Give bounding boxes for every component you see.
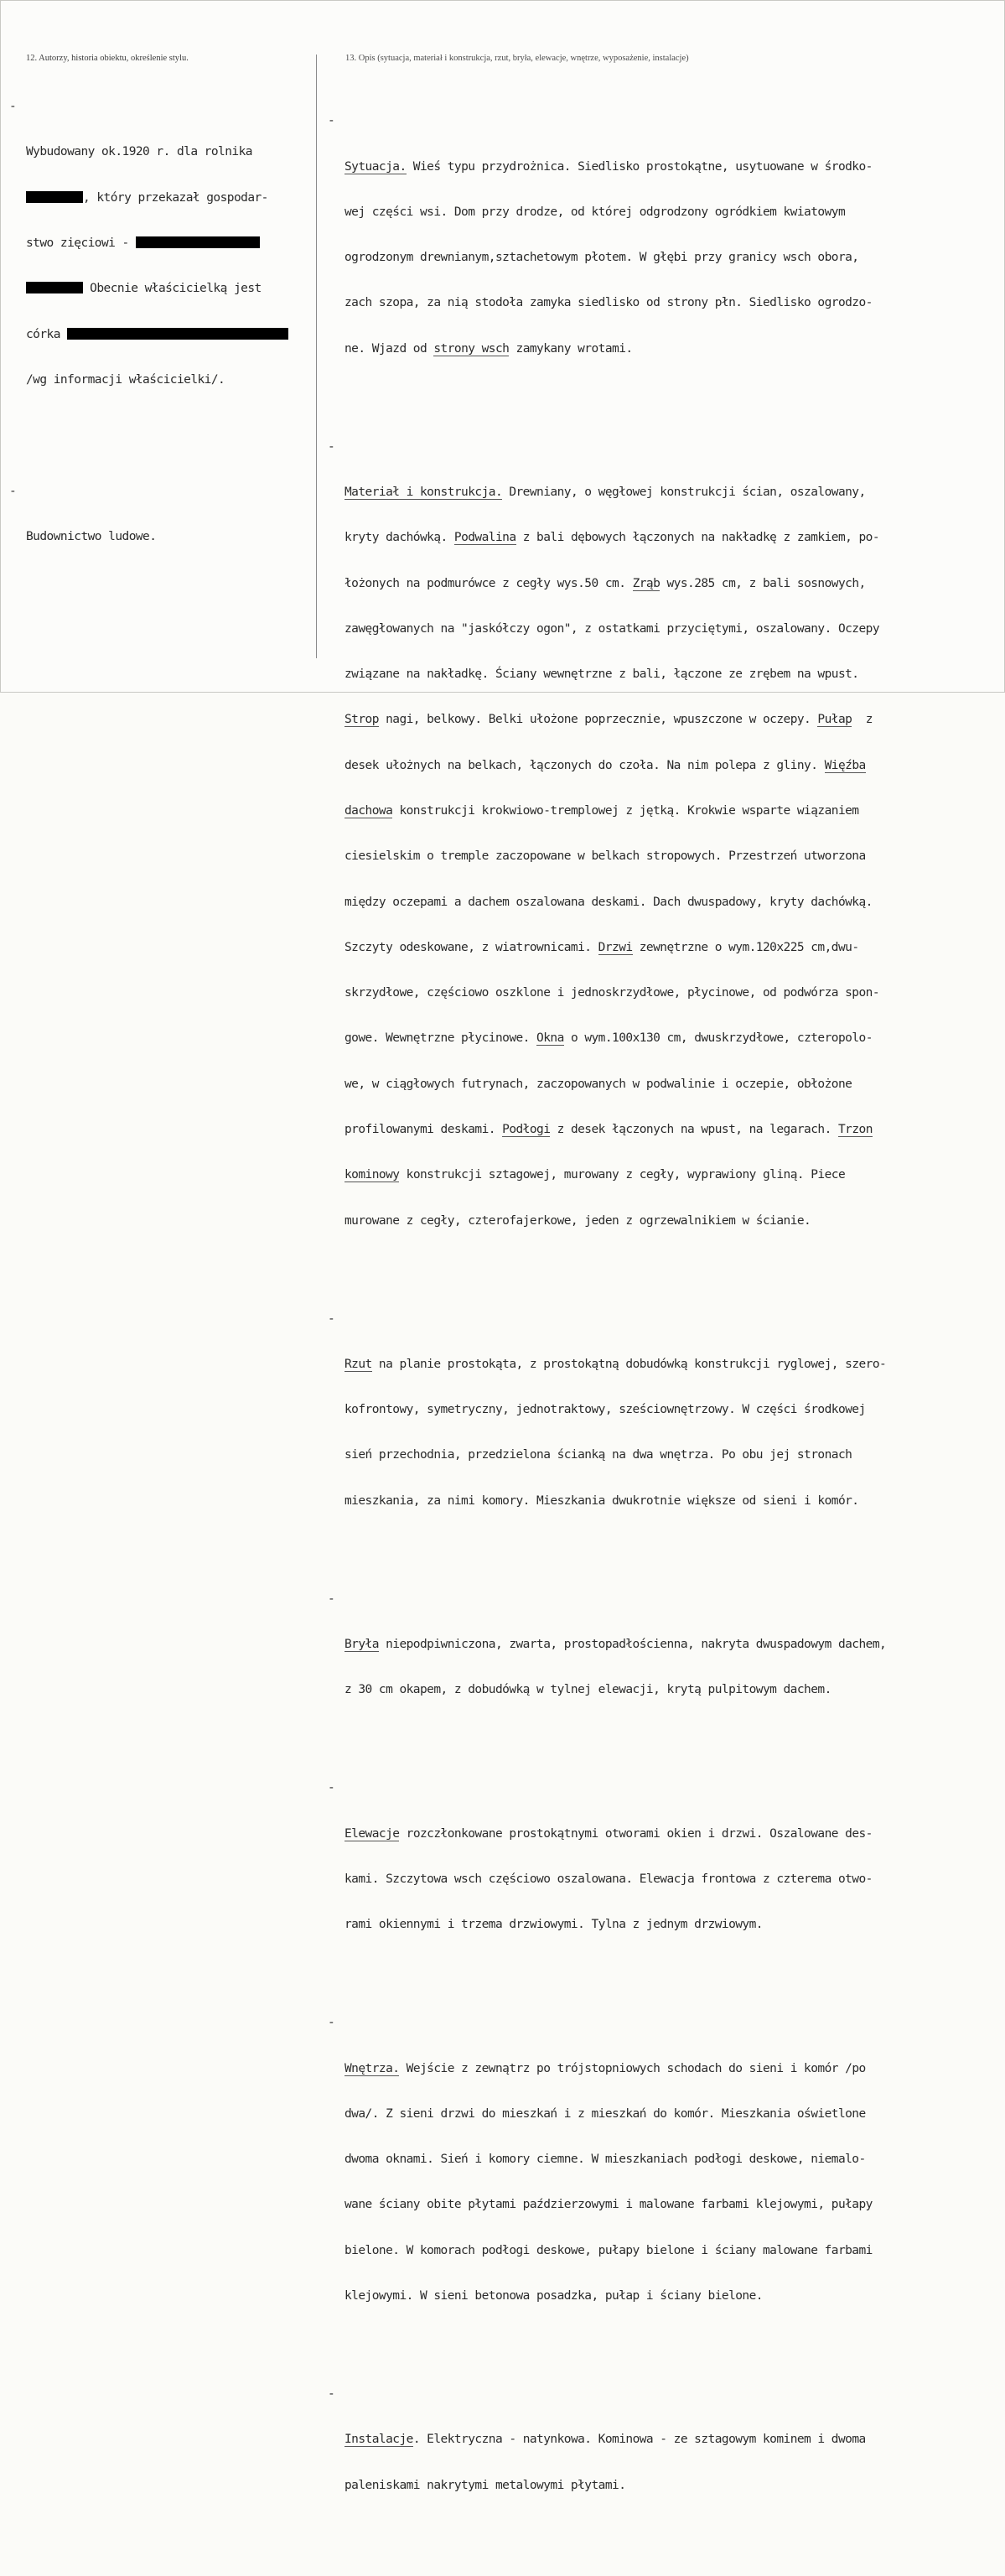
text-run: Drewniany, o węgłowej konstrukcji ścian, oszalowany, <box>502 486 866 500</box>
bullet-dash: - <box>328 1781 335 1795</box>
text-line: skrzydłowe, częściowo oszklone i jednoskrzydłowe, płycinowe, od podwórza spon- <box>344 986 880 1000</box>
text-run: z <box>852 713 873 727</box>
text-line <box>344 712 886 727</box>
text-line: związane na nakładkę. Ściany wewnętrzne z bali, łączone ze zrębem na wpust. <box>344 667 859 682</box>
text-line <box>344 1637 886 1652</box>
bullet-dash: - <box>9 484 17 498</box>
text-line <box>344 2432 886 2447</box>
text-run: o wym.100x130 cm, dwuskrzydłowe, czteropolo- <box>563 1031 873 1046</box>
text-line: murowane z cegły, czterofajerkowe, jeden z ogrzewalnikiem w ścianie. <box>344 1213 811 1228</box>
text-line <box>344 1031 886 1046</box>
text-run: ne. Wjazd od <box>344 341 434 356</box>
text-run: gowe. Wewnętrzne płycinowe. <box>344 1031 537 1046</box>
text-line: zach szopa, za nią stodoła zamyka siedlisko od strony płn. Siedlisko ogrodzo- <box>344 296 873 310</box>
text-line <box>344 1122 886 1137</box>
text-run: desek ułożnych na belkach, łączonych do czoła. Na nim polepa z gliny. <box>344 758 825 772</box>
bullet-dash: - <box>328 439 335 454</box>
text-run: konstrukcji sztagowej, murowany z cegły, wyprawiony gliną. Piece <box>399 1168 846 1182</box>
redaction-bar <box>26 282 83 293</box>
text-line <box>344 576 886 591</box>
text-line: sień przechodnia, przedzielona ścianką na dwa wnętrza. Po obu jej stronach <box>344 1448 852 1462</box>
text-line <box>26 372 288 387</box>
text-line: zawęgłowanych na "jaskółczy ogon", z ostatkami przyciętymi, oszalowany. Oczepy <box>344 621 880 636</box>
text-run: niepodpiwniczona, zwarta, prostopadłościenna, nakryta dwuspadowym dachem, <box>378 1638 887 1652</box>
underlined-text: Zrąb <box>632 576 661 590</box>
text-line <box>26 236 288 251</box>
section-bryla <box>328 1592 886 1728</box>
underlined-text: Więźba <box>824 758 866 772</box>
section-heading: Instalacje <box>344 2433 413 2447</box>
text-line: kami. Szczytowa wsch częściowo oszalowana. Elewacja frontowa z czterema otwo- <box>344 1872 873 1886</box>
text-run: kryty dachówką. <box>344 531 454 545</box>
underlined-text: kominowy <box>344 1168 400 1182</box>
text-run: . Elektryczna - natynkowa. Kominowa - ze sztagowym kominem i dwoma <box>412 2433 866 2447</box>
section-heading: Bryła <box>344 1638 379 1652</box>
underlined-text: strony wsch <box>433 341 510 356</box>
text-line: z 30 cm okapem, z dobudówką w tylnej elewacji, krytą pulpitowym dachem. <box>344 1683 831 1697</box>
text-line: wane ściany obite płytami paździerzowymi i malowane farbami klejowymi, pułapy <box>344 2198 873 2212</box>
description-column <box>328 68 886 2576</box>
text-line: kofrontowy, symetryczny, jednotraktowy, sześciownętrzowy. W części środkowej <box>344 1403 866 1417</box>
section-heading: Elewacje <box>344 1826 400 1841</box>
text-line <box>344 341 886 356</box>
bullet-dash: - <box>9 100 17 114</box>
text-run: profilowanymi deskami. <box>344 1122 503 1136</box>
section-12-header: 12. Autorzy, historia obiektu, określenie stylu. <box>26 54 189 63</box>
text-run: Wieś typu przydrożnica. Siedlisko prostokątne, usytuowane w środko- <box>406 159 873 174</box>
bullet-dash: - <box>328 114 335 128</box>
section-rzut <box>328 1311 886 1539</box>
text-run: zamykany wrotami. <box>509 341 633 356</box>
text-run: na planie prostokąta, z prostokątną dobudówką konstrukcji ryglowej, szero- <box>371 1357 887 1371</box>
text-line: między oczepami a dachem oszalowana deskami. Dach dwuspadowy, kryty dachówką. <box>344 895 873 909</box>
text-line: paleniskami nakrytymi metalowymi płytami. <box>344 2478 626 2492</box>
text-line <box>344 2061 886 2076</box>
history-item <box>9 99 288 418</box>
text-run: córka <box>26 327 60 341</box>
text-line <box>344 485 886 500</box>
underlined-text: Trzon <box>837 1122 873 1136</box>
text-line <box>26 327 288 342</box>
text-line <box>26 144 288 159</box>
text-run: zewnętrzne o wym.120x225 cm,dwu- <box>632 940 859 954</box>
text-run: Wybudowany ok.1920 r. dla rolnika <box>26 145 252 159</box>
underlined-text: Drzwi <box>598 940 633 954</box>
text-line <box>344 1357 886 1372</box>
underlined-text: Podwalina <box>453 531 516 545</box>
redaction-bar <box>26 191 83 203</box>
redaction-bar <box>67 328 288 340</box>
text-line: rami okiennymi i trzema drzwiowymi. Tylna z jednym drzwiowym. <box>344 1918 763 1932</box>
text-line <box>344 1826 886 1841</box>
underlined-text: Strop <box>344 713 379 727</box>
text-run: stwo zięciowi - <box>26 236 129 251</box>
section-elewacje <box>328 1780 886 1962</box>
column-divider <box>316 55 317 658</box>
text-run: konstrukcji krokwiowo-tremplowej z jętką. Krokwie wsparte wiązaniem <box>392 804 859 818</box>
text-line <box>26 529 288 544</box>
bullet-dash: - <box>328 2016 335 2030</box>
redaction-bar <box>136 236 260 248</box>
text-line: ciesielskim o tremple zaczopowane w belkach stropowych. Przestrzeń utworzona <box>344 849 866 864</box>
text-line: dwoma oknami. Sień i komory ciemne. W mieszkaniach podłogi deskowe, niemalo- <box>344 2153 866 2167</box>
section-heading: Rzut <box>344 1357 372 1371</box>
text-line: bielone. W komorach podłogi deskowe, pułapy bielone i ściany malowane farbami <box>344 2243 873 2257</box>
text-line: wej części wsi. Dom przy drodze, od której odgrodzony ogródkiem kwiatowym <box>344 205 846 219</box>
text-run: Budownictwo ludowe. <box>26 529 157 543</box>
text-line <box>344 940 886 955</box>
text-line: mieszkania, za nimi komory. Mieszkania dwukrotnie większe od sieni i komór. <box>344 1493 859 1508</box>
text-run: Obecnie właścicielką jest <box>83 282 262 296</box>
underlined-text: Pułap <box>817 713 852 727</box>
section-heading: Sytuacja. <box>344 159 407 174</box>
text-line: dwa/. Z sieni drzwi do mieszkań i z mieszkań do komór. Mieszkania oświetlone <box>344 2106 866 2121</box>
text-line <box>26 281 288 296</box>
underlined-text: dachowa <box>344 804 393 818</box>
text-line: ogrodzonym drewnianym,sztachetowym płotem. W głębi przy granicy wsch obora, <box>344 251 859 265</box>
bullet-dash: - <box>328 2387 335 2402</box>
style-item <box>9 484 288 575</box>
text-run: z desek łączonych na wpust, na legarach. <box>550 1122 838 1136</box>
text-line <box>344 803 886 818</box>
text-run: Szczyty odeskowane, z wiatrownicami. <box>344 940 598 954</box>
text-line <box>344 1167 886 1182</box>
underlined-text: Okna <box>536 1031 564 1046</box>
bullet-dash: - <box>328 1592 335 1606</box>
section-heading: Materiał i konstrukcja. <box>344 486 503 500</box>
text-run: rozczłonkowane prostokątnymi otworami okien i drzwi. Oszalowane des- <box>399 1826 873 1841</box>
text-run: z bali dębowych łączonych na nakładkę z zamkiem, po- <box>515 531 880 545</box>
text-run: wys.285 cm, z bali sosnowych, <box>660 576 866 590</box>
section-material <box>328 439 886 1259</box>
underlined-text: Podłogi <box>502 1122 551 1136</box>
text-line <box>344 530 886 545</box>
text-run: łożonych na podmurówce z cegły wys.50 cm. <box>344 576 633 590</box>
section-sytuacja <box>328 113 886 387</box>
section-wnetrza <box>328 2015 886 2334</box>
history-column <box>9 69 288 605</box>
section-instalacje <box>328 2386 886 2523</box>
text-run: /wg informacji właścicielki/. <box>26 372 225 387</box>
text-run: Wejście z zewnątrz po trójstopniowych schodach do sieni i komór /po <box>399 2061 866 2075</box>
text-line: we, w ciągłowych futrynach, zaczopowanych w podwalinie i oczepie, obłożone <box>344 1077 852 1091</box>
text-run: nagi, belkowy. Belki ułożone poprzecznie, wpuszczone w oczepy. <box>378 713 818 727</box>
text-line <box>26 190 288 205</box>
text-line <box>344 758 886 773</box>
text-line: klejowymi. W sieni betonowa posadzka, pułap i ściany bielone. <box>344 2289 763 2303</box>
section-13-header: 13. Opis (sytuacja, materiał i konstrukcja, rzut, bryła, elewacje, wnętrze, wyposażenie, instalacje) <box>345 54 689 63</box>
text-run: , który przekazał gospodar- <box>83 190 268 205</box>
text-line <box>344 159 886 174</box>
section-heading: Wnętrza. <box>344 2061 400 2075</box>
bullet-dash: - <box>328 1311 335 1326</box>
